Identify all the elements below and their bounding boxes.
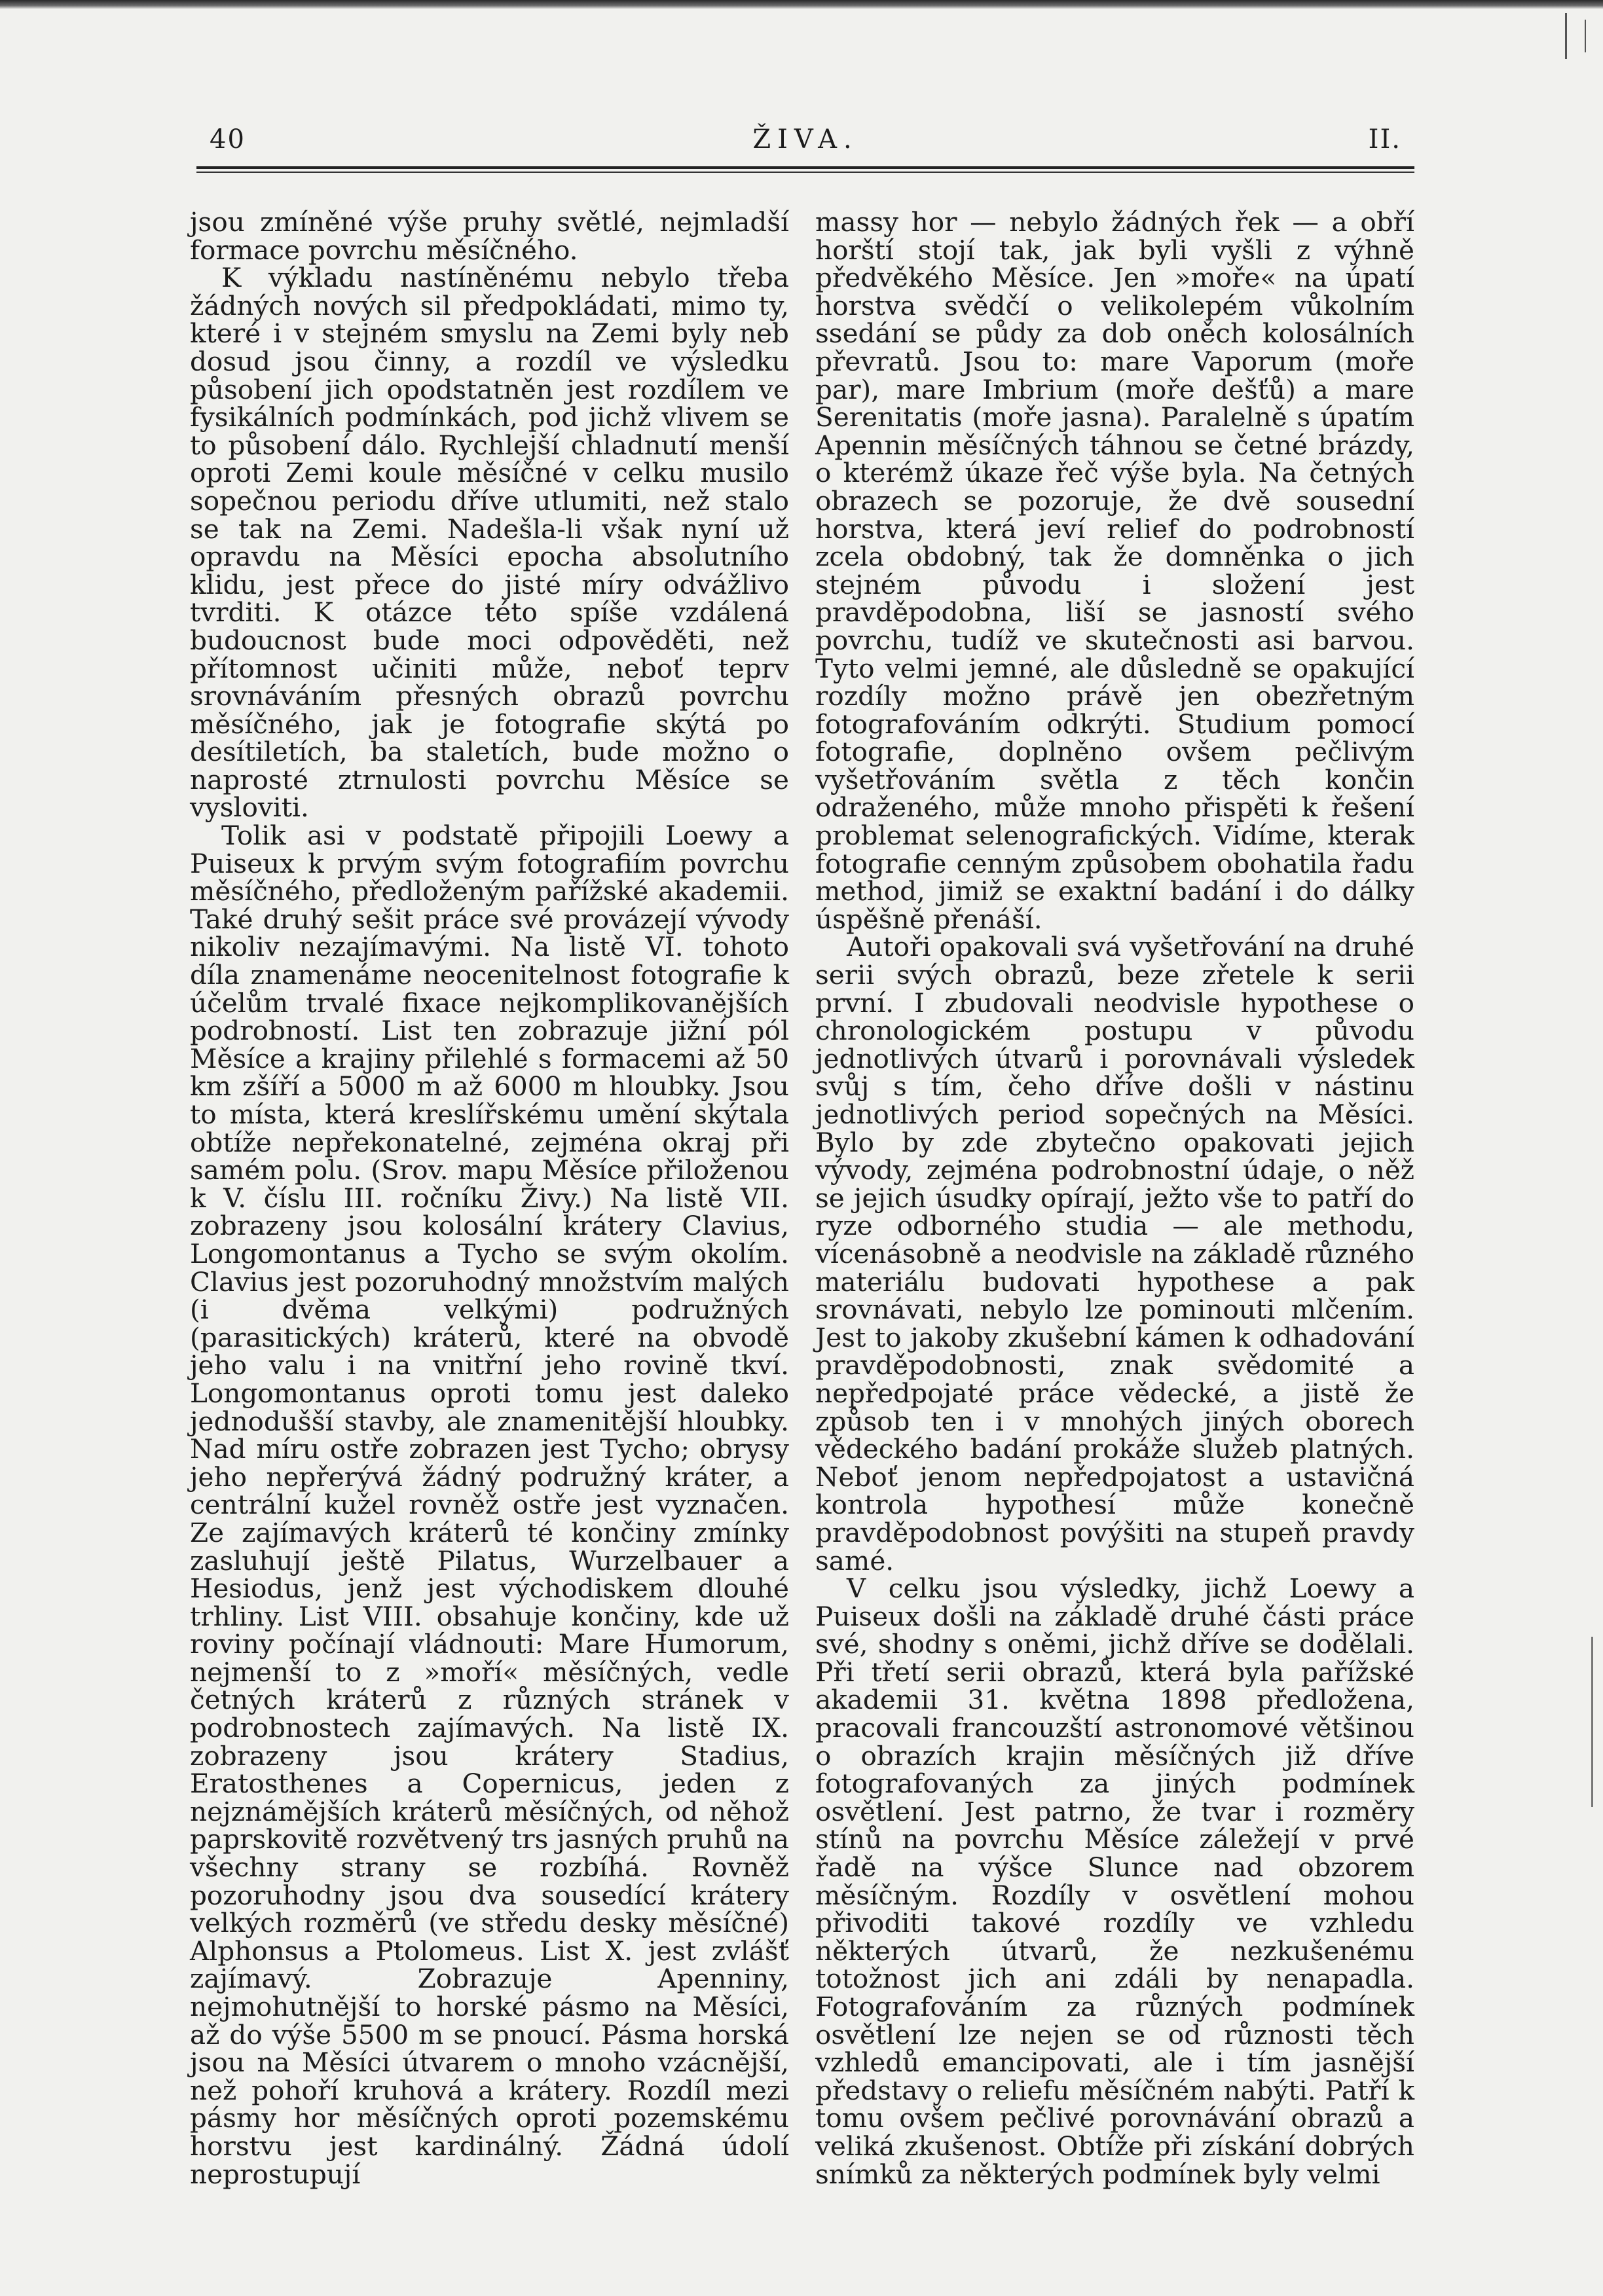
volume-number: II. (1368, 124, 1401, 155)
running-header (196, 124, 1414, 164)
paragraph: Tolik asi v podstatě připojili Loewy a Puiseux k prvým svým fotografiím povrchu měsíčného, předloženým pařížské akademii. Také druhý sešit práce své provázejí vývody nikoliv nezajímavými. Na listě VI. tohoto díla znamenáme neocenitelnost fotografie k účelům trvalé fixace nejkomplikovanějších podrobností. List ten zobrazuje jižní pól Měsíce a krajiny přilehlé s formacemi až 50 km zšíří a 5000 m až 6000 m hloubky. Jsou to místa, která kreslířskému umění skýtala obtíže nepřekonatelné, zejména okraj při samém polu. (Srov. mapu Měsíce přiloženou k V. číslu III. ročníku Živy.) Na listě VII. zobrazeny jsou kolosální krátery Clavius, Longomontanus a Tycho se svým okolím. Clavius jest pozoruhodný množstvím malých (i dvěma velkými) podružných (parasitických) kráterů, které na obvodě jeho valu i na vnitřní jeho rovině tkví. Longomontanus oproti tomu jest daleko jednodušší stavby, ale znamenitější hloubky. Nad míru ostře zobrazen jest Tycho; obrysy jeho nepřerývá žádný podružný kráter, a centrální kužel rovněž ostře jest vyznačen. Ze zajímavých kráterů té končiny zmínky zasluhují ještě Pilatus, Wurzelbauer a Hesiodus, jenž jest východiskem dlouhé trhliny. List VIII. obsahuje končiny, kde už roviny počínají vládnouti: Mare Humorum, nejmenší to z »moří« měsíčných, vedle četných kráterů z různých stránek v podrobnostech zajímavých. Na listě IX. zobrazeny jsou krátery Stadius, Eratosthenes a Copernicus, jeden z nejznámějších kráterů měsíčných, od něhož paprskovitě rozvětvený trs jasných pruhů na všechny strany se rozbíhá. Rovněž pozoruhodny jsou dva sousedící krátery velkých rozměrů (ve středu desky měsíčné) Alphonsus a Ptolomeus. List X. jest zvlášť zajímavý. Zobrazuje Apenniny, nejmohutnější to horské pásmo na Měsíci, až do výše 5500 m se pnoucí. Pásma horská jsou na Měsíci útvarem o mnoho vzácnější, než pohoří kruhová a krátery. Rozdíl mezi pásmy hor měsíčných oproti pozemskému horstvu jest kardinálný. Žádná údolí neprostupují (190, 820, 789, 2190)
page-number: 40 (210, 124, 246, 155)
paragraph: jsou zmíněné výše pruhy světlé, nejmladší formace povrchu měsíčného. (190, 206, 789, 266)
scan-mark (1591, 1637, 1593, 1807)
paragraph: K výkladu nastíněnému nebylo třeba žádných nových sil předpokládati, mimo ty, které i v stejném smyslu na Zemi byly neb dosud jsou činny, a rozdíl ve výsledku působení jich opodstatněn jest rozdílem ve fysikálních podmínkách, pod jichž vlivem se to působení dálo. Rychlejší chladnutí menší oproti Zemi koule měsíčné v celku musilo sopečnou periodu dříve utlumiti, než stalo se tak na Zemi. Nadešla-li však nyní už opravdu na Měsíci epocha absolutního klidu, jest přece do jisté míry odvážlivo tvrditi. K otázce této spíše vzdálená budoucnost bude moci odpověděti, než přítomnost učiniti může, neboť teprv srovnáváním přesných obrazů povrchu měsíčného, jak je fotografie skýtá po desítiletích, ba staletích, bude možno o naprosté ztrnulosti povrchu Měsíce se vysloviti. (190, 262, 789, 824)
header-rule-thick (196, 166, 1414, 169)
header-rule-thin (196, 172, 1414, 173)
left-column (190, 208, 789, 2188)
journal-title: ŽIVA. (752, 124, 858, 155)
paragraph: V celku jsou výsledky, jichž Loewy a Puiseux došli na základě druhé části práce své, shodny s oněmi, jichž dříve se dodělali. Při třetí serii obrazů, která byla pařížské akademii 31. května 1898 předložena, pracovali francouzští astronomové většinou o obrazích krajin měsíčných již dříve fotografovaných za jiných podmínek osvětlení. Jest patrno, že tvar i rozměry stínů na povrchu Měsíce záležejí v prvé řadě na výšce Slunce nad obzorem měsíčným. Rozdíly v osvětlení mohou přivoditi takové rozdíly ve vzhledu některých útvarů, že nezkušenému totožnost jich ani zdáli by nenapadla. Fotografováním za různých podmínek osvětlení lze nejen se od různosti těch vzhledů emancipovati, ale i tím jasnější představy o reliefu měsíčném nabýti. Patří k tomu ovšem pečlivé porovnávání obrazů a veliká zkušenost. Obtíže při získání dobrých snímků za některých podmínek byly velmi (815, 1573, 1414, 2190)
scan-edge (0, 0, 1603, 9)
paragraph: massy hor — nebylo žádných řek — a obří horští stojí tak, jak byli vyšli z výhně předvěkého Měsíce. Jen »moře« na úpatí horstva svědčí o velikolepém vůkolním ssedání se půdy za dob oněch kolosálních převratů. Jsou to: mare Vaporum (moře par), mare Imbrium (moře dešťů) a mare Serenitatis (moře jasna). Paralelně s úpatím Apennin měsíčných táhnou se četné brázdy, o kterémž úkaze řeč výše byla. Na četných obrazech se pozoruje, že dvě sousední horstva, která jeví relief do podrobností zcela obdobný, tak že domněnka o jich stejném původu i složení jest pravděpodobna, liší se jasností svého povrchu, tudíž ve skutečnosti asi barvou. Tyto velmi jemné, ale důsledně se opakující rozdíly možno právě jen obezřetným fotografováním odkrýti. Studium pomocí fotografie, doplněno ovšem pečlivým vyšetřováním světla z těch končin odraženého, může mnoho přispěti k řešení problemat selenografických. Vidíme, kterak fotografie cenným způsobem obohatila řadu method, jimiž se exaktní badání i do dálky úspěšně přenáší. (815, 206, 1414, 935)
right-column (815, 208, 1414, 2188)
scan-mark (1565, 13, 1567, 59)
scan-mark (1585, 20, 1586, 52)
paragraph: Autoři opakovali svá vyšetřování na druhé serii svých obrazů, beze zřetele k serii první. I zbudovali neodvisle hypothese o chronologickém postupu v původu jednotlivých útvarů i porovnávali výsledek svůj s tím, čeho dříve došli v nástinu jednotlivých period sopečných na Měsíci. Bylo by zde zbytečno opakovati jejich vývody, zejména podrobnostní údaje, o něž se jejich úsudky opírají, ježto vše to patří do ryze odborného studia — ale methodu, vícenásobně a neodvisle na základě různého materiálu budovati hypothese a pak srovnávati, nebylo lze pominouti mlčením. Jest to jakoby zkušební kámen k odhadování pravděpodobnosti, znak svědomité a nepředpojaté práce vědecké, a jistě že způsob ten i v mnohých jiných oborech vědeckého badání prokáže služeb platných. Neboť jenom nepředpojatost a ustavičná kontrola hypothesí může konečně pravděpodobnost povýšiti na stupeň pravdy samé. (815, 931, 1414, 1576)
